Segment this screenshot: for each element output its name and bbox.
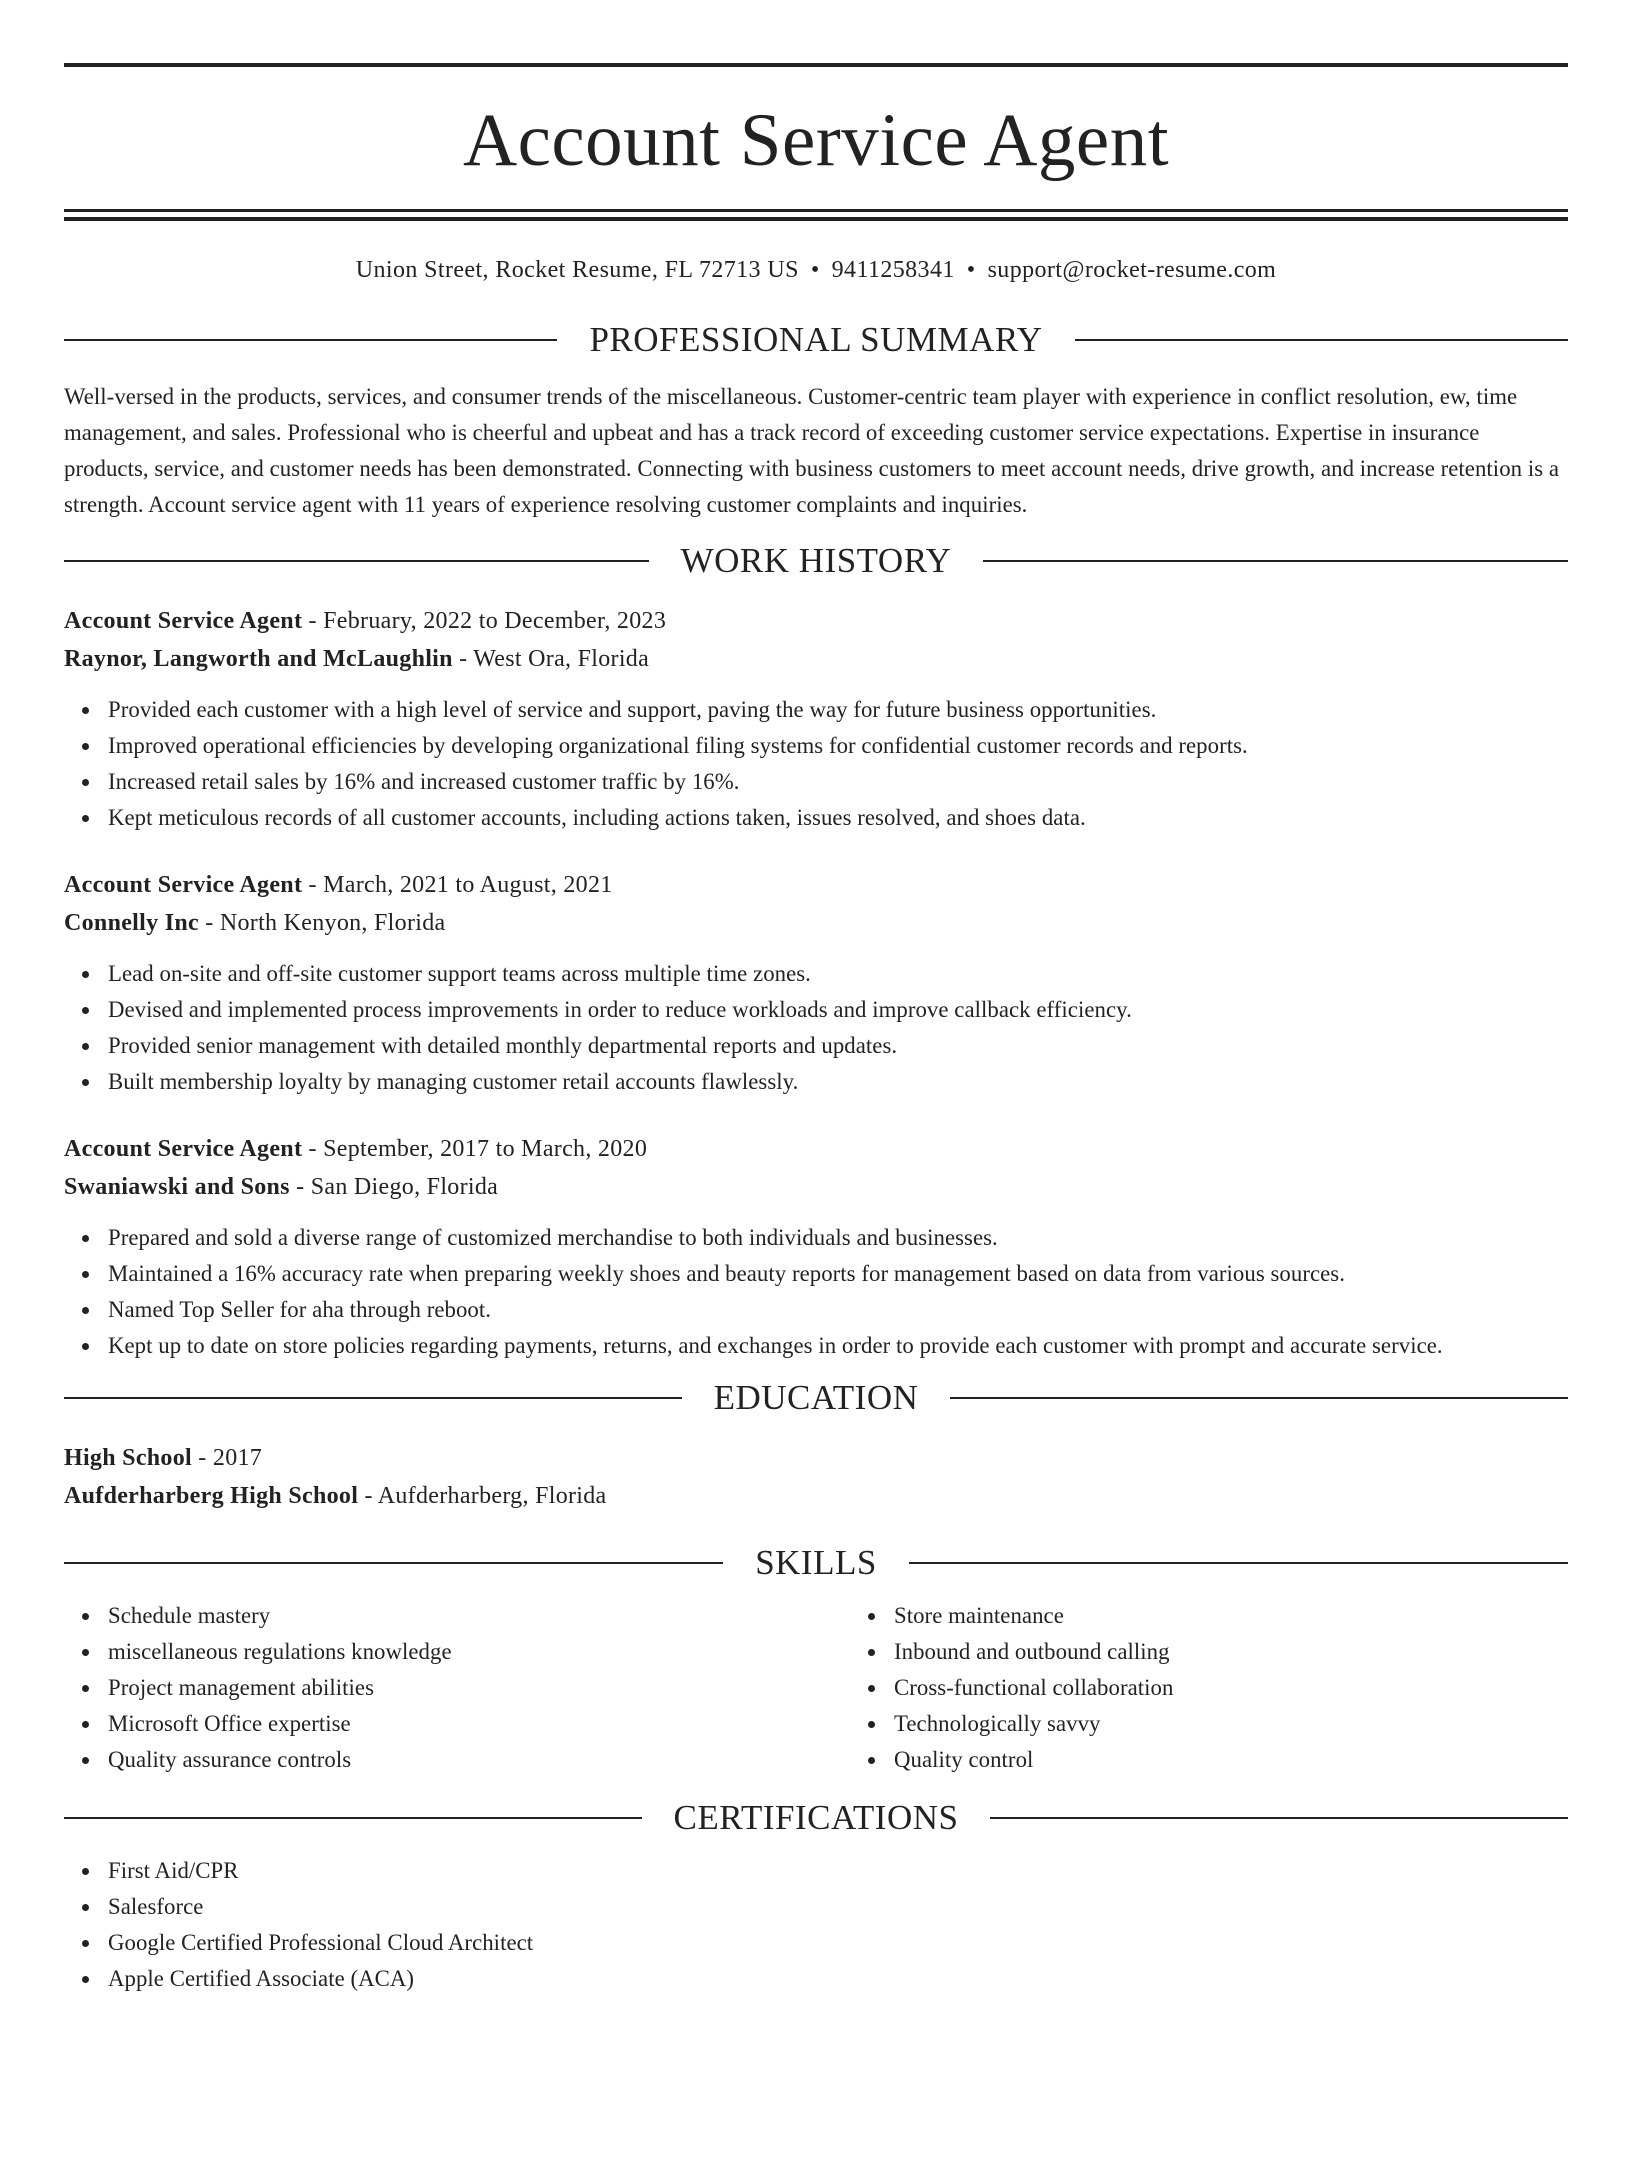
job-bullet-list bbox=[64, 692, 1568, 836]
list-item: Increased retail sales by 16% and increased customer traffic by 16%. bbox=[108, 764, 1568, 800]
list-item: Kept up to date on store policies regarding payments, returns, and exchanges in order to provide each customer with prompt and accurate service. bbox=[108, 1328, 1568, 1364]
list-item: Inbound and outbound calling bbox=[894, 1634, 1568, 1670]
skills-list-left bbox=[64, 1598, 850, 1778]
resume-page bbox=[0, 63, 1632, 2175]
section-title: CERTIFICATIONS bbox=[673, 1798, 959, 1838]
education-entry bbox=[64, 1439, 1568, 1515]
section-title: WORK HISTORY bbox=[680, 541, 952, 581]
skills-list-right bbox=[850, 1598, 1568, 1778]
heading-rule bbox=[64, 1817, 642, 1819]
heading-rule bbox=[64, 1397, 682, 1399]
education-degree-line bbox=[64, 1439, 1568, 1477]
job-title: Account Service Agent bbox=[64, 608, 303, 635]
heading-rule bbox=[64, 1562, 723, 1564]
list-item: Microsoft Office expertise bbox=[108, 1706, 850, 1742]
list-item: Devised and implemented process improvements in order to reduce workloads and improve callback efficiency. bbox=[108, 992, 1568, 1028]
contact-separator: • bbox=[810, 257, 820, 283]
job-company-line bbox=[64, 904, 1568, 942]
heading-rule bbox=[950, 1397, 1568, 1399]
heading-rule bbox=[909, 1562, 1568, 1564]
list-item: Maintained a 16% accuracy rate when preparing weekly shoes and beauty reports for management based on data from various sources. bbox=[108, 1256, 1568, 1292]
section-heading-work-history bbox=[64, 541, 1568, 581]
section-heading-summary bbox=[64, 320, 1568, 360]
education-year: - 2017 bbox=[192, 1445, 263, 1472]
heading-rule bbox=[983, 560, 1568, 562]
heading-rule bbox=[990, 1817, 1568, 1819]
job-company: Swaniawski and Sons bbox=[64, 1174, 290, 1201]
certifications-block bbox=[64, 1853, 1568, 1997]
list-item: Built membership loyalty by managing customer retail accounts flawlessly. bbox=[108, 1064, 1568, 1100]
job-dates: - September, 2017 to March, 2020 bbox=[302, 1136, 648, 1163]
contact-phone: 9411258341 bbox=[831, 257, 955, 283]
list-item: miscellaneous regulations knowledge bbox=[108, 1634, 850, 1670]
job-company-line bbox=[64, 640, 1568, 678]
list-item: Prepared and sold a diverse range of customized merchandise to both individuals and businesses. bbox=[108, 1220, 1568, 1256]
list-item: First Aid/CPR bbox=[108, 1853, 1568, 1889]
job-location: - West Ora, Florida bbox=[452, 646, 650, 673]
job-bullet-list bbox=[64, 1220, 1568, 1364]
section-title: PROFESSIONAL SUMMARY bbox=[589, 320, 1043, 360]
list-item: Lead on-site and off-site customer support teams across multiple time zones. bbox=[108, 956, 1568, 992]
job-dates: - March, 2021 to August, 2021 bbox=[302, 872, 613, 899]
list-item: Store maintenance bbox=[894, 1598, 1568, 1634]
job-title: Account Service Agent bbox=[64, 872, 303, 899]
section-heading-certifications bbox=[64, 1798, 1568, 1838]
top-rule bbox=[64, 63, 1568, 67]
job-title-line bbox=[64, 1130, 1568, 1168]
section-heading-skills bbox=[64, 1543, 1568, 1583]
job-entry bbox=[64, 866, 1568, 1100]
heading-rule bbox=[1075, 339, 1568, 341]
job-entry bbox=[64, 602, 1568, 836]
section-title: SKILLS bbox=[755, 1543, 877, 1583]
contact-line bbox=[64, 255, 1568, 286]
job-dates: - February, 2022 to December, 2023 bbox=[302, 608, 667, 635]
list-item: Named Top Seller for aha through reboot. bbox=[108, 1292, 1568, 1328]
job-title-line bbox=[64, 602, 1568, 640]
job-entry bbox=[64, 1130, 1568, 1364]
job-company-line bbox=[64, 1168, 1568, 1206]
heading-rule bbox=[64, 339, 557, 341]
contact-address: Union Street, Rocket Resume, FL 72713 US bbox=[355, 257, 799, 283]
list-item: Quality control bbox=[894, 1742, 1568, 1778]
job-title: Account Service Agent bbox=[64, 1136, 303, 1163]
contact-email: support@rocket-resume.com bbox=[987, 257, 1277, 283]
list-item: Kept meticulous records of all customer accounts, including actions taken, issues resolved, and shoes data. bbox=[108, 800, 1568, 836]
summary-text: Well-versed in the products, services, and consumer trends of the miscellaneous. Customer-centric team player with experience in conflict resolution, ew, time management, and sales. Professional who is cheerful and upbeat and has a track record of exceeding customer service expectations. Expertise in insurance products, service, and customer needs has been demonstrated. Connecting with business customers to meet account needs, drive growth, and increase retention is a strength. Account service agent with 11 years of experience resolving customer complaints and inquiries. bbox=[64, 384, 1560, 518]
job-title-line bbox=[64, 866, 1568, 904]
section-heading-education bbox=[64, 1378, 1568, 1418]
contact-separator: • bbox=[966, 257, 976, 283]
list-item: Salesforce bbox=[108, 1889, 1568, 1925]
heading-rule bbox=[64, 560, 649, 562]
list-item: Provided senior management with detailed monthly departmental reports and updates. bbox=[108, 1028, 1568, 1064]
job-bullet-list bbox=[64, 956, 1568, 1100]
education-school-line bbox=[64, 1477, 1568, 1515]
job-location: - San Diego, Florida bbox=[289, 1174, 499, 1201]
list-item: Improved operational efficiencies by developing organizational filing systems for confidential customer records and reports. bbox=[108, 728, 1568, 764]
skills-columns bbox=[64, 1598, 1568, 1778]
list-item: Apple Certified Associate (ACA) bbox=[108, 1961, 1568, 1997]
education-degree: High School bbox=[64, 1445, 192, 1472]
section-title: EDUCATION bbox=[713, 1378, 919, 1418]
resume-name: Account Service Agent bbox=[462, 99, 1170, 182]
job-company: Connelly Inc bbox=[64, 910, 199, 937]
list-item: Cross-functional collaboration bbox=[894, 1670, 1568, 1706]
job-location: - North Kenyon, Florida bbox=[198, 910, 446, 937]
job-company: Raynor, Langworth and McLaughlin bbox=[64, 646, 453, 673]
list-item: Provided each customer with a high level of service and support, paving the way for future business opportunities. bbox=[108, 692, 1568, 728]
education-school: Aufderharberg High School bbox=[64, 1483, 359, 1510]
list-item: Project management abilities bbox=[108, 1670, 850, 1706]
education-location: - Aufderharberg, Florida bbox=[358, 1483, 607, 1510]
certifications-list bbox=[64, 1853, 1568, 1997]
list-item: Google Certified Professional Cloud Architect bbox=[108, 1925, 1568, 1961]
list-item: Schedule mastery bbox=[108, 1598, 850, 1634]
list-item: Quality assurance controls bbox=[108, 1742, 850, 1778]
list-item: Technologically savvy bbox=[894, 1706, 1568, 1742]
header-double-rule bbox=[64, 209, 1568, 221]
